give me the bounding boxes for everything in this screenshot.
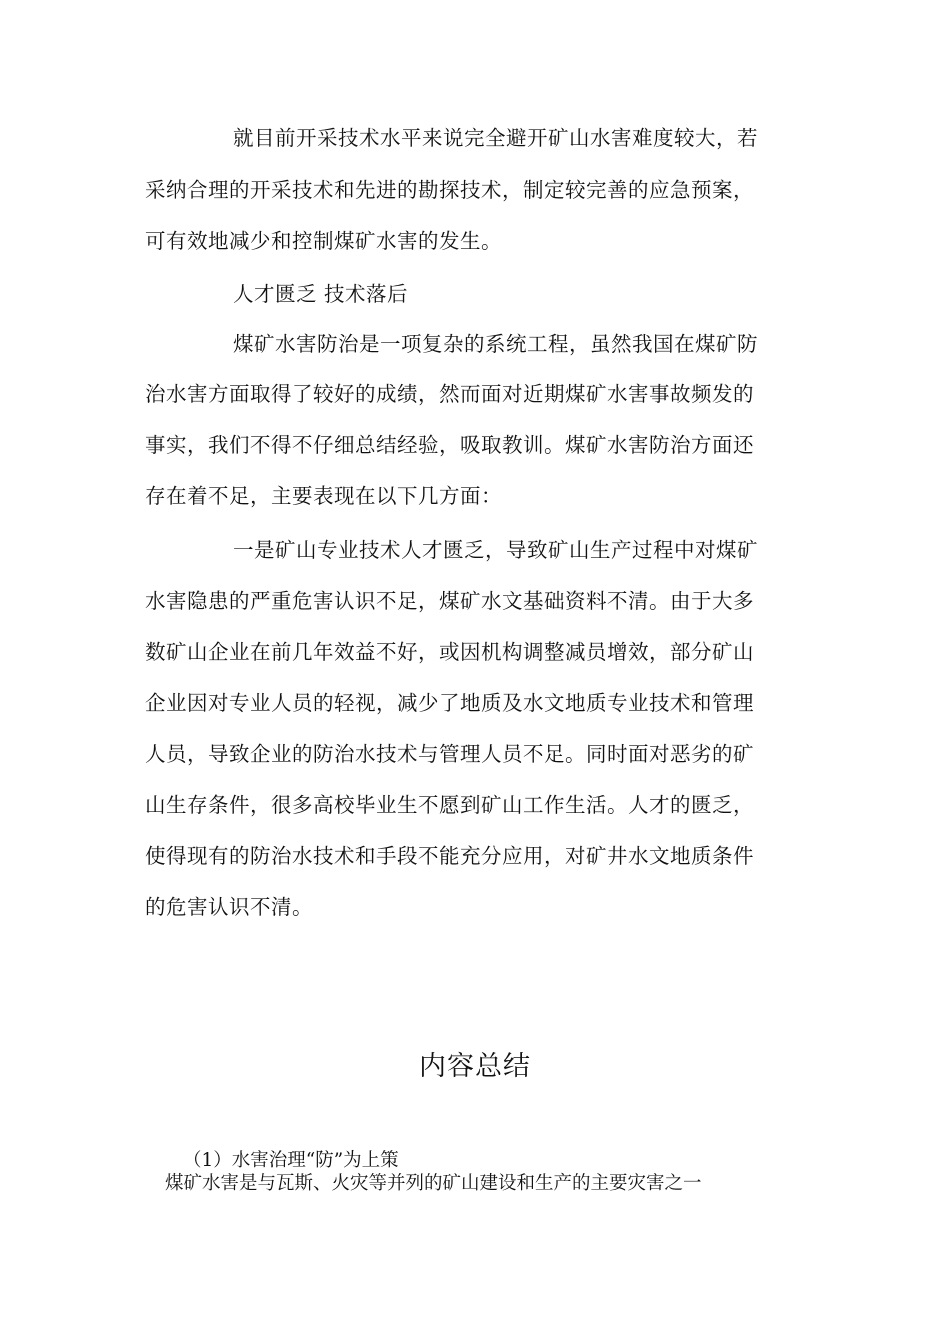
paragraph-3-line-1: 一是矿山专业技术人才匮乏，导致矿山生产过程中对煤矿: [233, 538, 758, 562]
paragraph-3-line-8: 的危害认识不清。: [145, 895, 313, 919]
paragraph-2-line-3: 事实，我们不得不仔细总结经验，吸取教训。煤矿水害防治方面还: [145, 433, 754, 457]
paragraph-3-line-4: 企业因对专业人员的轻视，减少了地质及水文地质专业技术和管理: [145, 691, 754, 715]
paragraph-3-line-2: 水害隐患的严重危害认识不足，煤矿水文基础资料不清。由于大多: [145, 589, 754, 613]
paragraph-3-line-5: 人员，导致企业的防治水技术与管理人员不足。同时面对恶劣的矿: [145, 742, 754, 766]
paragraph-1-line-3: 可有效地减少和控制煤矿水害的发生。: [145, 229, 502, 253]
paragraph-1-line-1: 就目前开采技术水平来说完全避开矿山水害难度较大，若: [233, 126, 758, 150]
summary-item-text: 煤矿水害是与瓦斯、火灾等并列的矿山建设和生产的主要灾害之一: [165, 1173, 702, 1194]
paragraph-2-line-4: 存在着不足，主要表现在以下几方面：: [145, 484, 502, 508]
paragraph-1-line-2: 采纳合理的开采技术和先进的勘探技术，制定较完善的应急预案，: [145, 178, 754, 202]
paragraph-2-line-2: 治水害方面取得了较好的成绩，然而面对近期煤矿水害事故频发的: [145, 382, 754, 406]
paragraph-2-line-1: 煤矿水害防治是一项复杂的系统工程，虽然我国在煤矿防: [233, 332, 758, 356]
summary-item-title: （1）水害治理“防”为上策: [183, 1150, 399, 1171]
summary-heading: 内容总结: [419, 1051, 531, 1082]
paragraph-3-line-3: 数矿山企业在前几年效益不好，或因机构调整减员增效，部分矿山: [145, 640, 754, 664]
paragraph-3-line-7: 使得现有的防治水技术和手段不能充分应用，对矿井水文地质条件: [145, 844, 754, 868]
paragraph-3-line-6: 山生存条件，很多高校毕业生不愿到矿山工作生活。人才的匮乏，: [145, 793, 754, 817]
section-title: 人才匮乏 技术落后: [233, 282, 409, 306]
